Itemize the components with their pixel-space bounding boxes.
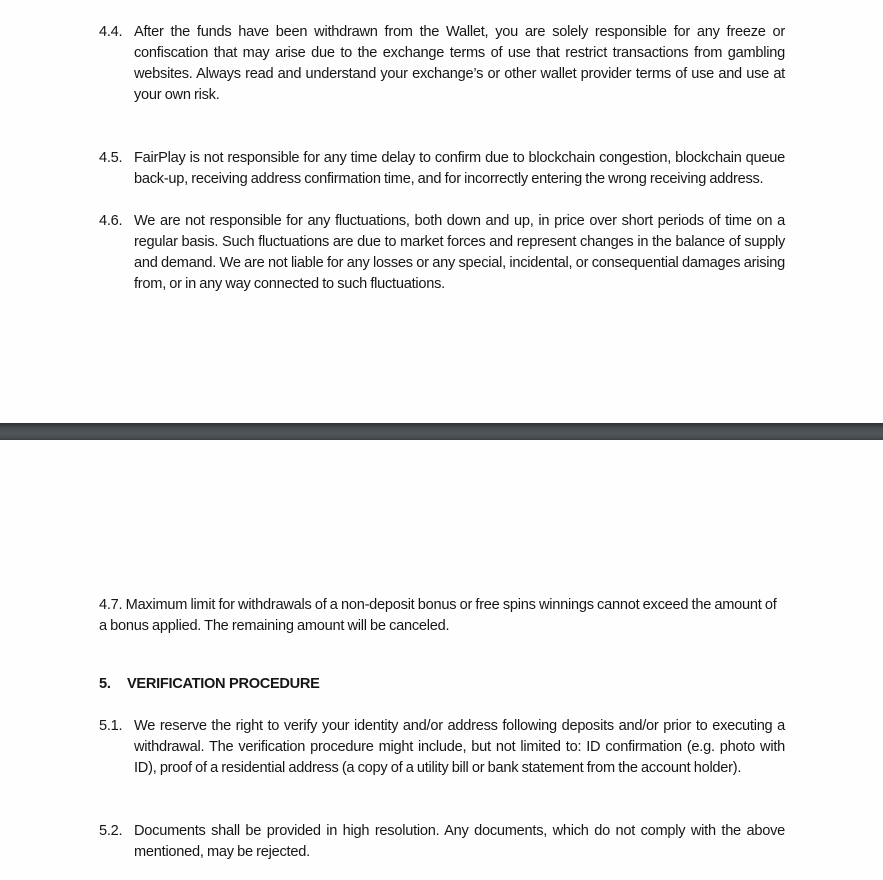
clause-number: 4.7. bbox=[99, 597, 123, 613]
clause-number: 5.1. bbox=[99, 718, 123, 734]
page-separator bbox=[0, 423, 883, 440]
clause-4-7 bbox=[99, 595, 785, 637]
clause-number: 5.2. bbox=[99, 823, 123, 839]
clause-text: After the funds have been withdrawn from the Wallet, you are solely responsible for any freeze or confiscation that may arise due to the exchange terms of use that restrict transactions from gambling websites. Always read and understand your exchange’s or other wallet provider terms of use and use at your own risk. bbox=[134, 24, 785, 103]
clause-number: 4.4. bbox=[99, 24, 123, 40]
clause-4-4 bbox=[99, 22, 785, 106]
clause-text: Documents shall be provided in high resolution. Any documents, which do not comply with the above mentioned, may be rejected. bbox=[134, 823, 785, 860]
clause-text: FairPlay is not responsible for any time delay to confirm due to blockchain congestion, blockchain queue back-up, receiving address confirmation time, and for incorrectly entering the wrong receiving address. bbox=[134, 150, 785, 187]
clause-number: 4.6. bbox=[99, 213, 123, 229]
clause-4-6 bbox=[99, 211, 785, 295]
clause-5-1 bbox=[99, 716, 785, 779]
section-title: VERIFICATION PROCEDURE bbox=[127, 676, 320, 692]
clause-4-5 bbox=[99, 148, 785, 190]
clause-text: We are not responsible for any fluctuations, both down and up, in price over short periods of time on a regular basis. Such fluctuations are due to market forces and represent changes in the balance of supply and demand. We are not liable for any losses or any special, incidental, or consequential damages arising from, or in any way connected to such fluctuations. bbox=[134, 213, 785, 292]
clause-text: Maximum limit for withdrawals of a non-deposit bonus or free spins winnings cannot exceed the amount of a bonus applied. The remaining amount will be canceled. bbox=[99, 597, 777, 634]
document-page-top bbox=[0, 0, 883, 423]
clause-number: 4.5. bbox=[99, 150, 123, 166]
document-page-bottom bbox=[0, 440, 883, 880]
section-number: 5. bbox=[99, 676, 111, 692]
clause-text: We reserve the right to verify your identity and/or address following deposits and/or prior to executing a withdrawal. The verification procedure might include, but not limited to: ID confirmation (e.g. photo with ID), proof of a residential address (a copy of a utility bill or bank statement from the account holder). bbox=[134, 718, 785, 776]
section-heading-verification bbox=[99, 674, 320, 695]
clause-5-2 bbox=[99, 821, 785, 863]
